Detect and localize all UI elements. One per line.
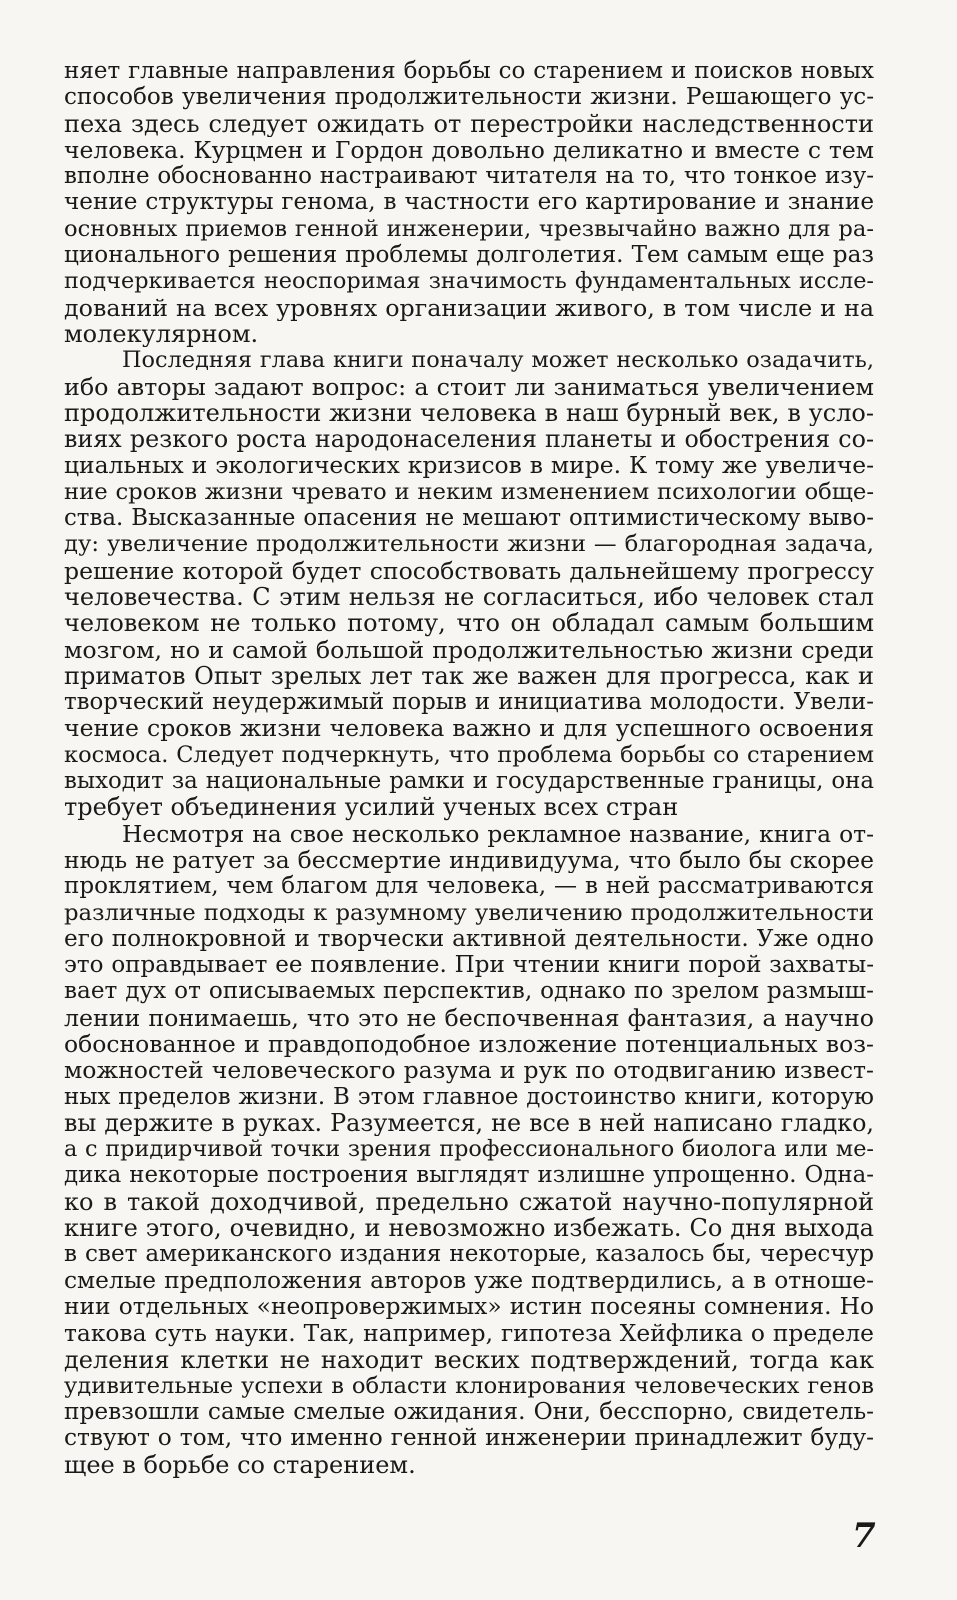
text-line: приматов Опыт зрелых лет так же важен для прогресса, как и [64, 662, 874, 690]
text-line: вает дух от описываемых перспектив, однако по зрелом размыш- [64, 978, 874, 1005]
text-line: вы держите в руках. Разумеется, не все в ней написано гладко, [64, 1109, 874, 1137]
text-line: ко в такой доходчивой, предельно сжатой научно-популярной [64, 1188, 874, 1216]
text-line: различные подходы к разумному увеличению продолжительности [64, 899, 874, 926]
text-line: удивительные успехи в области клонирования человеческих генов [64, 1372, 874, 1399]
page-number: 7 [852, 1516, 876, 1556]
text-line: вполне обоснованно настраивают читателя на то, что тонкое изу- [64, 163, 874, 190]
text-line: ства. Высказанные опасения не мешают оптимистическому выво- [64, 505, 874, 532]
text-line: творческий неудержимый порыв и инициатива молодости. Увели- [64, 689, 874, 716]
text-line: способов увеличения продолжительности жизни. Решающего ус- [64, 84, 874, 111]
text-line: ние сроков жизни чревато и неким изменением психологии обще- [64, 478, 874, 505]
text-line: дований на всех уровнях организации живого, в том числе и на [64, 294, 874, 321]
text-line: ибо авторы задают вопрос: а стоит ли заниматься увеличением [64, 373, 874, 400]
text-line: космоса. Следует подчеркнуть, что проблема борьбы со старением [64, 741, 874, 768]
text-line: нюдь не ратует за бессмертие индивидуума, что было бы скорее [64, 846, 874, 874]
paragraph [64, 58, 874, 347]
text-line: а с придирчивой точки зрения профессионального биолога или ме- [64, 1136, 874, 1163]
text-line: человеком не только потому, что он обладал самым большим [64, 610, 874, 637]
text-line: решение которой будет способствовать дальнейшему прогрессу [64, 557, 874, 584]
text-line: лении понимаешь, что это не беспочвенная фантазия, а научно [64, 1004, 874, 1031]
text-line: чение сроков жизни человека важно и для успешного освоения [64, 715, 874, 742]
text-line: основных приемов генной инженерии, чрезвычайно важно для ра- [64, 215, 874, 242]
text-line: проклятием, чем благом для человека, — в ней рассматриваются [64, 873, 874, 900]
text-line: обоснованное и правдоподобное изложение потенциальных воз- [64, 1030, 874, 1058]
text-line: человечества. С этим нельзя не согласиться, ибо человек стал [64, 583, 874, 611]
text-line: мозгом, но и самой большой продолжительностью жизни среди [64, 636, 874, 663]
page-body [64, 58, 874, 1478]
text-line: смелые предположения авторов уже подтвердились, а в отноше- [64, 1267, 874, 1294]
text-line: щее в борьбе со старением. [64, 1451, 416, 1479]
text-line: нии отдельных «неопровержимых» истин посеяны сомнения. Но [64, 1293, 874, 1320]
text-line: такова суть науки. Так, например, гипотеза Хейфлика о пределе [64, 1320, 874, 1347]
text-line: его полнокровной и творчески активной деятельности. Уже одно [64, 925, 874, 952]
text-line: ду: увеличение продолжительности жизни — благородная задача, [64, 531, 874, 558]
text-block [64, 58, 874, 1478]
text-line: Последняя глава книги поначалу может несколько озадачить, [122, 347, 874, 374]
text-line: требует объединения усилий ученых всех стран [64, 794, 679, 821]
text-line: циальных и экологических кризисов в мире. К тому же увеличе- [64, 452, 874, 479]
text-line: виях резкого роста народонаселения планеты и обострения со- [64, 426, 874, 453]
text-line: ционального решения проблемы долголетия. Тем самым еще раз [64, 242, 874, 269]
text-line: подчеркивается неоспоримая значимость фундаментальных иссле- [64, 268, 874, 295]
text-line: деления клетки не находит веских подтверждений, тогда как [64, 1346, 874, 1373]
text-line: пеха здесь следует ожидать от перестройки наследственности [64, 110, 874, 137]
text-line: дика некоторые построения выглядят излишне упрощенно. Одна- [64, 1162, 874, 1189]
text-line: няет главные направления борьбы со старением и поисков новых [64, 58, 874, 84]
text-line: ствуют о том, что именно генной инженерии принадлежит буду- [64, 1425, 874, 1452]
text-line: выходит за национальные рамки и государственные границы, она [64, 768, 874, 795]
text-line: чение структуры генома, в частности его картирование и знание [64, 189, 874, 216]
text-line: Несмотря на свое несколько рекламное название, книга от- [122, 820, 874, 847]
text-line: можностей человеческого разума и рук по отодвиганию извест- [64, 1057, 874, 1084]
text-line: это оправдывает ее появление. При чтении книги порой захваты- [64, 952, 874, 979]
text-line: в свет американского издания некоторые, казалось бы, чересчур [64, 1241, 874, 1268]
text-line: превзошли самые смелые ожидания. Они, бесспорно, свидетель- [64, 1399, 874, 1426]
paragraph [64, 347, 874, 820]
text-line: человека. Курцмен и Гордон довольно деликатно и вместе с тем [64, 136, 874, 164]
text-line: продолжительности жизни человека в наш бурный век, в усло- [64, 399, 874, 427]
paragraph [64, 821, 874, 1478]
text-line: книге этого, очевидно, и невозможно избежать. Со дня выхода [64, 1215, 874, 1242]
text-line: ных пределов жизни. В этом главное достоинство книги, которую [64, 1083, 874, 1110]
text-line: молекулярном. [64, 320, 259, 348]
